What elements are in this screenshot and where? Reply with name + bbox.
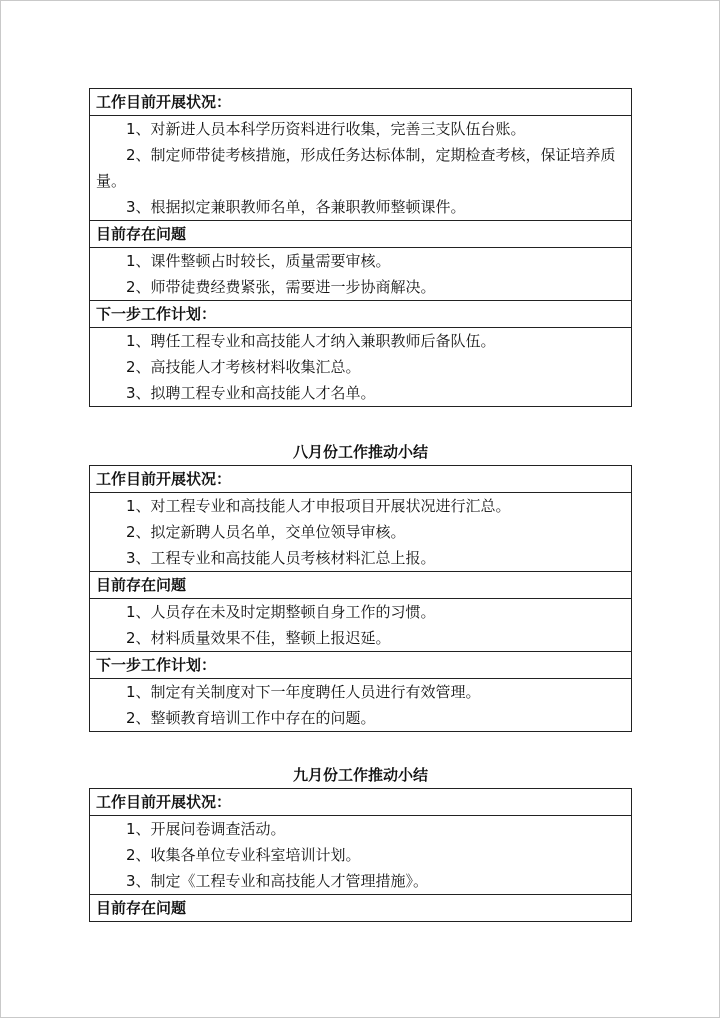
list-item: 1、开展问卷调查活动。 [126, 820, 286, 838]
list-item: 1、聘任工程专业和高技能人才纳入兼职教师后备队伍。 [126, 332, 496, 350]
list-item: 3、拟聘工程专业和高技能人才名单。 [126, 384, 376, 402]
list-item: 3、制定《工程专业和高技能人才管理措施》。 [126, 872, 429, 890]
list-item: 2、拟定新聘人员名单，交单位领导审核。 [126, 523, 406, 541]
section-title-september: 九月份工作推动小结 [292, 766, 428, 784]
list-item: 3、工程专业和高技能人员考核材料汇总上报。 [126, 549, 436, 567]
plan-cell [90, 328, 632, 407]
status-cell [90, 816, 632, 895]
list-item: 2、制定师带徒考核措施，形成任务达标体制，定期检查考核，保证培养质量。 [96, 146, 616, 190]
plan-cell [90, 679, 632, 732]
list-item: 2、师带徒费经费紧张，需要进一步协商解决。 [126, 278, 436, 296]
list-item: 1、对新进人员本科学历资料进行收集，完善三支队伍台账。 [126, 120, 526, 138]
status-header: 工作目前开展状况： [90, 89, 632, 116]
status-header: 工作目前开展状况： [90, 466, 632, 493]
problem-cell [90, 248, 632, 301]
list-item: 1、制定有关制度对下一年度聘任人员进行有效管理。 [126, 683, 481, 701]
problem-header: 目前存在问题 [90, 895, 632, 922]
report-table-3 [89, 788, 632, 922]
list-item: 1、对工程专业和高技能人才申报项目开展状况进行汇总。 [126, 497, 511, 515]
status-header: 工作目前开展状况： [90, 789, 632, 816]
status-cell [90, 493, 632, 572]
list-item: 3、根据拟定兼职教师名单，各兼职教师整顿课件。 [126, 198, 466, 216]
problem-header: 目前存在问题 [90, 221, 632, 248]
problem-cell [90, 599, 632, 652]
list-item: 2、整顿教育培训工作中存在的问题。 [126, 709, 376, 727]
list-item: 2、高技能人才考核材料收集汇总。 [126, 358, 361, 376]
list-item: 1、人员存在未及时定期整顿自身工作的习惯。 [126, 603, 436, 621]
list-item: 1、课件整顿占时较长，质量需要审核。 [126, 252, 391, 270]
plan-header: 下一步工作计划： [90, 301, 632, 328]
plan-header: 下一步工作计划： [90, 652, 632, 679]
status-cell [90, 116, 632, 221]
list-item: 2、材料质量效果不佳，整顿上报迟延。 [126, 629, 391, 647]
report-table-1 [89, 88, 632, 407]
section-title-august: 八月份工作推动小结 [292, 443, 428, 461]
problem-header: 目前存在问题 [90, 572, 632, 599]
list-item: 2、收集各单位专业科室培训计划。 [126, 846, 361, 864]
report-table-2 [89, 465, 632, 732]
